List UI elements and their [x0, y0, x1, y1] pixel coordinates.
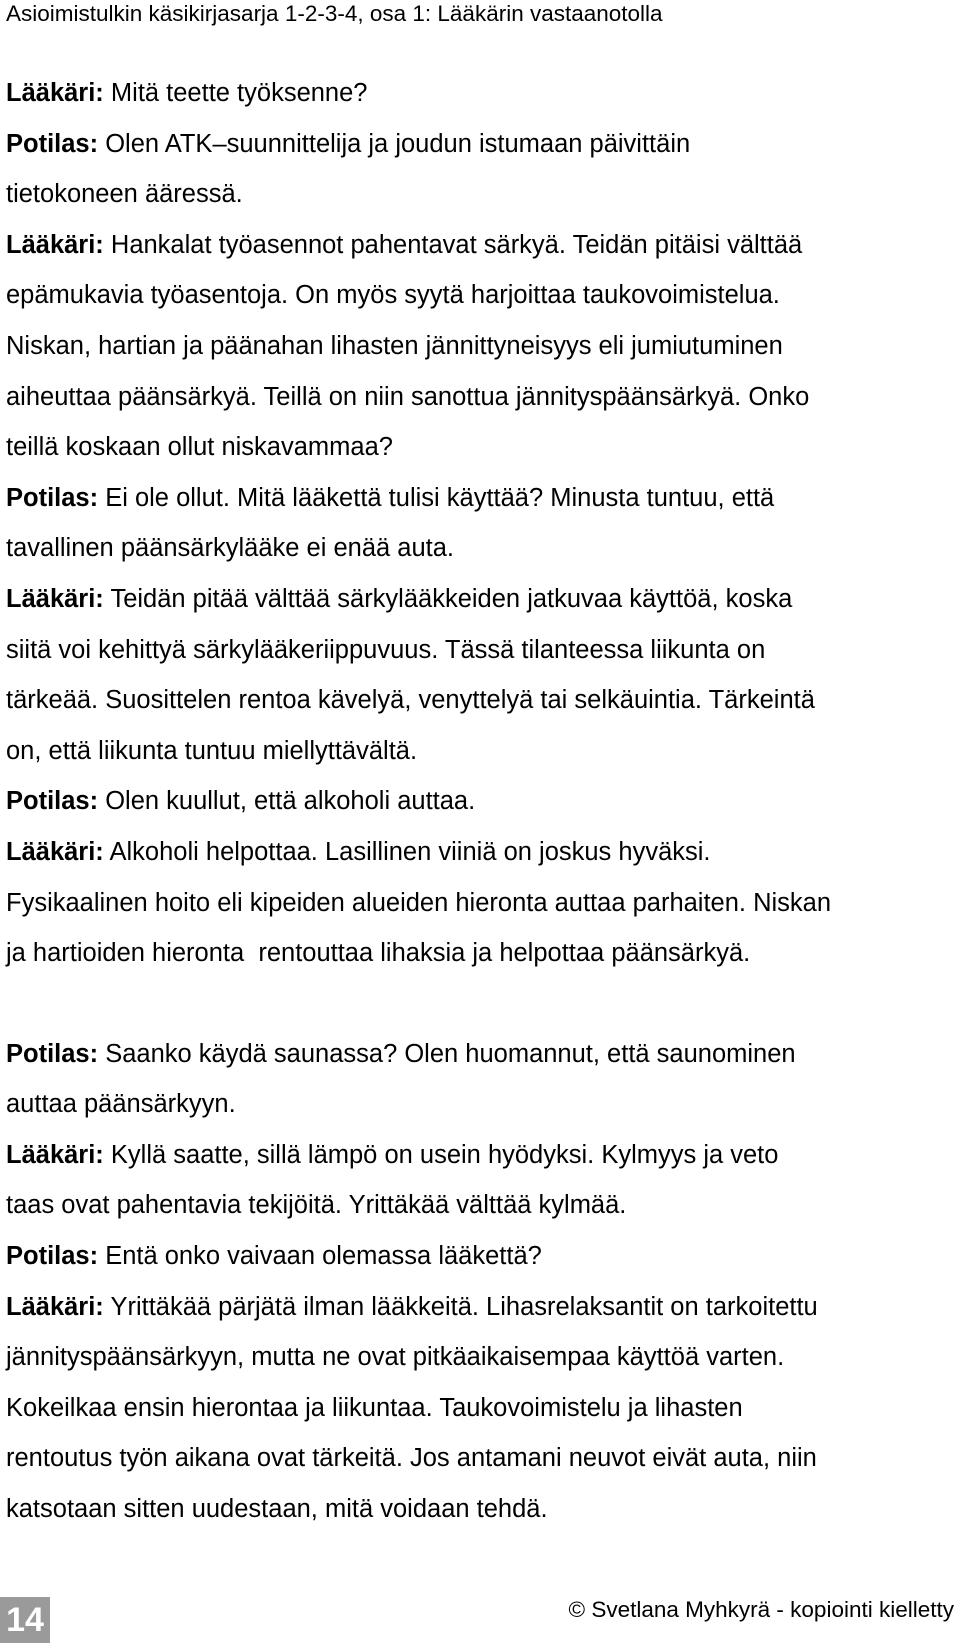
dialogue-text: katsotaan sitten uudestaan, mitä voidaan tehdä. — [6, 1495, 548, 1524]
dialogue-text: teillä koskaan ollut niskavammaa? — [6, 433, 393, 462]
dialogue-text: Fysikaalinen hoito eli kipeiden alueiden hieronta auttaa parhaiten. Niskan — [6, 888, 832, 917]
dialogue-text: Kyllä saatte, sillä lämpö on usein hyödyksi. Kylmyys ja veto — [110, 1140, 779, 1169]
dialogue-text: epämukavia työasentoja. On myös syytä harjoittaa taukovoimistelua. — [6, 281, 780, 310]
dialogue-text: siitä voi kehittyä särkylääkeriippuvuus. Tässä tilanteessa liikunta on — [6, 635, 766, 664]
dialogue-text: on, että liikunta tuntuu miellyttävältä. — [6, 736, 418, 765]
dialogue-text: Teidän pitää välttää särkylääkkeiden jatkuvaa käyttöä, koska — [110, 584, 793, 613]
dialogue-text: jännityspäänsärkyyn, mutta ne ovat pitkäaikaisempaa käyttöä varten. — [6, 1343, 785, 1372]
speaker-label-doctor: Lääkäri: — [6, 79, 104, 107]
dialogue-text: Mitä teette työksenne? — [110, 79, 368, 107]
dialogue-text: Kokeilkaa ensin hierontaa ja liikuntaa. Taukovoimistelu ja lihasten — [6, 1393, 743, 1422]
dialogue-line — [6, 220, 956, 271]
dialogue-line — [6, 422, 956, 473]
dialogue-line — [6, 675, 956, 726]
page-header-title: Asioimistulkin käsikirjasarja 1-2-3-4, osa 1: Lääkärin vastaanotolla — [6, 1, 663, 26]
dialogue-line — [6, 473, 956, 524]
dialogue-body — [6, 68, 956, 1535]
dialogue-line — [6, 1231, 956, 1282]
dialogue-line — [6, 119, 956, 170]
dialogue-text: tietokoneen ääressä. — [6, 180, 243, 209]
dialogue-text: ja hartioiden hieronta rentouttaa lihaksia ja helpottaa päänsärkyä. — [6, 939, 751, 968]
dialogue-line — [6, 523, 956, 574]
dialogue-line — [6, 1180, 956, 1231]
speaker-label-doctor: Lääkäri: — [6, 1140, 104, 1169]
dialogue-line — [6, 776, 956, 827]
dialogue-line — [6, 574, 956, 625]
speaker-label-doctor: Lääkäri: — [6, 1292, 104, 1321]
dialogue-text: Alkoholi helpottaa. Lasillinen viiniä on joskus hyväksi. — [109, 837, 711, 866]
dialogue-line — [6, 928, 956, 979]
dialogue-text: aiheuttaa päänsärkyä. Teillä on niin sanottua jännityspäänsärkyä. Onko — [6, 382, 810, 411]
dialogue-text: tavallinen päänsärkylääke ei enää auta. — [6, 534, 454, 563]
dialogue-line — [6, 1079, 956, 1130]
page-number: 14 — [0, 1597, 50, 1643]
speaker-label-patient: Potilas: — [6, 787, 99, 816]
dialogue-line — [6, 372, 956, 423]
dialogue-line — [6, 1433, 956, 1484]
dialogue-line — [6, 878, 956, 929]
dialogue-line — [6, 1130, 956, 1181]
dialogue-text: rentoutus työn aikana ovat tärkeitä. Jos antamani neuvot eivät auta, niin — [6, 1444, 817, 1473]
dialogue-text: Hankalat työasennot pahentavat särkyä. Teidän pitäisi välttää — [110, 230, 803, 259]
dialogue-text: Olen ATK–suunnittelija ja joudun istumaan päivittäin — [105, 129, 691, 158]
speaker-label-doctor: Lääkäri: — [6, 837, 104, 866]
dialogue-text: taas ovat pahentavia tekijöitä. Yrittäkää välttää kylmää. — [6, 1191, 627, 1220]
dialogue-line — [6, 625, 956, 676]
dialogue-text: auttaa päänsärkyyn. — [6, 1090, 236, 1119]
speaker-label-patient: Potilas: — [6, 1242, 99, 1271]
copyright-notice: © Svetlana Myhkyrä - kopiointi kielletty — [568, 1597, 954, 1622]
dialogue-line — [6, 68, 956, 119]
dialogue-line — [6, 270, 956, 321]
dialogue-line — [6, 726, 956, 777]
dialogue-text: Saanko käydä saunassa? Olen huomannut, että saunominen — [105, 1039, 796, 1068]
speaker-label-patient: Potilas: — [6, 483, 99, 512]
dialogue-line — [6, 321, 956, 372]
dialogue-text: Yrittäkää pärjätä ilman lääkkeitä. Lihasrelaksantit on tarkoitettu — [110, 1292, 818, 1321]
paragraph-gap — [6, 979, 956, 1029]
dialogue-line — [6, 827, 956, 878]
dialogue-line — [6, 1029, 956, 1080]
dialogue-text: Niskan, hartian ja päänahan lihasten jännittyneisyys eli jumiutuminen — [6, 331, 783, 360]
dialogue-text: Ei ole ollut. Mitä lääkettä tulisi käyttää? Minusta tuntuu, että — [105, 483, 775, 512]
speaker-label-doctor: Lääkäri: — [6, 584, 104, 613]
dialogue-line — [6, 1383, 956, 1434]
speaker-label-doctor: Lääkäri: — [6, 230, 104, 259]
speaker-label-patient: Potilas: — [6, 1039, 99, 1068]
dialogue-text: Entä onko vaivaan olemassa lääkettä? — [105, 1242, 542, 1271]
speaker-label-patient: Potilas: — [6, 129, 99, 158]
dialogue-line — [6, 169, 956, 220]
dialogue-line — [6, 1484, 956, 1535]
dialogue-line — [6, 1282, 956, 1333]
dialogue-text: tärkeää. Suosittelen rentoa kävelyä, venyttelyä tai selkäuintia. Tärkeintä — [6, 686, 815, 715]
dialogue-text: Olen kuullut, että alkoholi auttaa. — [105, 787, 476, 816]
dialogue-line — [6, 1332, 956, 1383]
